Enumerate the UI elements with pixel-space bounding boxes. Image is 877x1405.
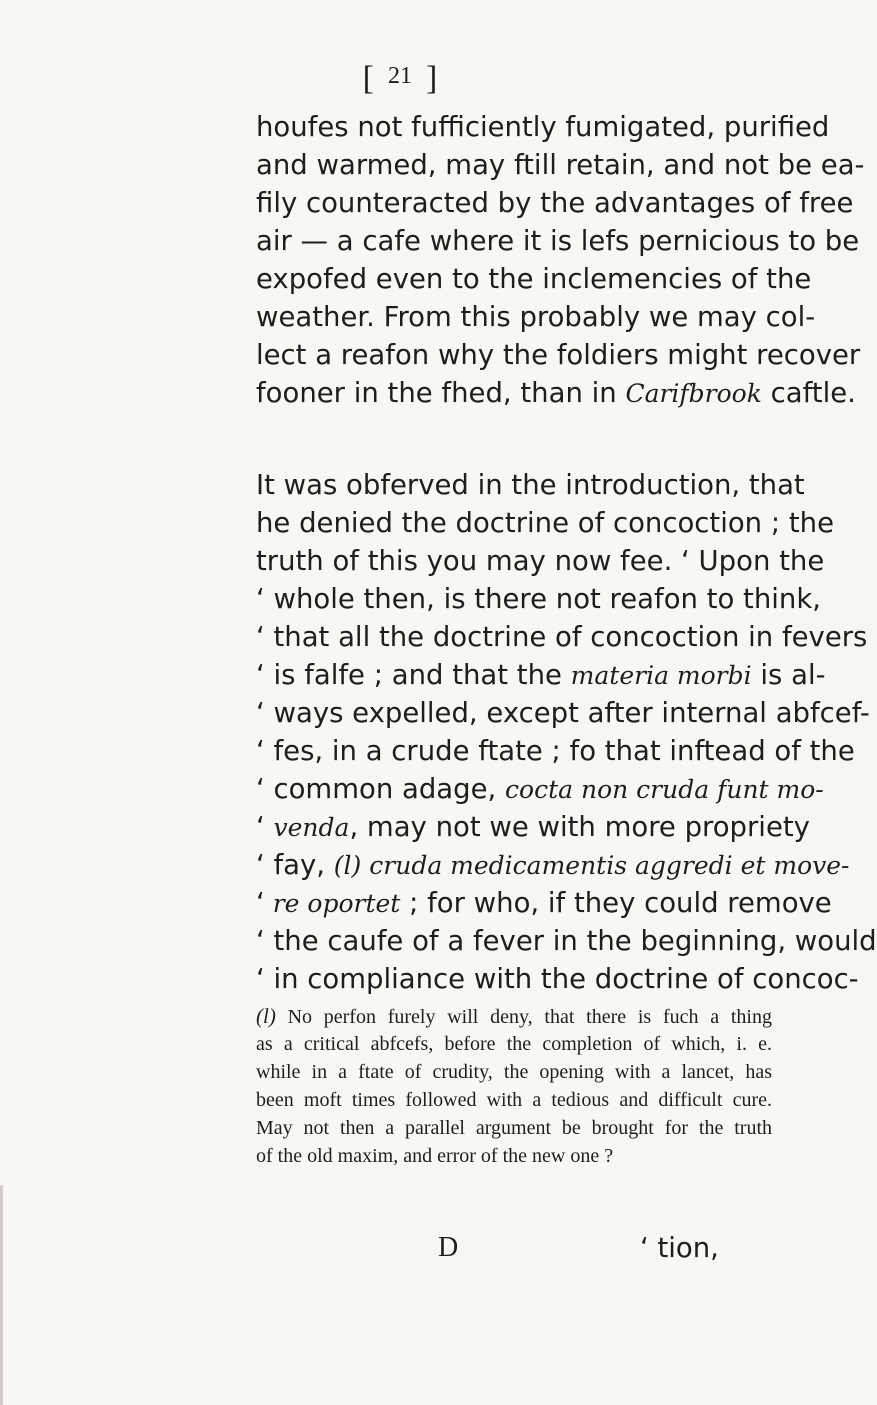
latin-phrase: cruda medicamentis aggredi et move-	[361, 851, 850, 880]
body-line: ‘ whole then, is there not reafon to think,	[256, 583, 821, 615]
body-line: weather. From this probably we may col-	[256, 301, 816, 333]
footnote-line: of the old maxim, and error of the new one ?	[256, 1145, 614, 1167]
latin-phrase: venda	[273, 813, 350, 842]
body-line	[256, 808, 810, 846]
signature-mark: D	[438, 1232, 459, 1263]
footnote-line: as a critical abfcefs, before the completion of which, i. e.	[256, 1033, 772, 1055]
body-line	[256, 374, 856, 412]
body-line: fily counteracted by the advantages of free	[256, 187, 854, 219]
page-number: 21	[388, 63, 412, 89]
latin-phrase: re oportet	[264, 889, 401, 918]
body-line: lect a reafon why the foldiers might recover	[256, 339, 861, 371]
line-text: ‘ common adage,	[256, 773, 497, 805]
page-edge	[0, 1185, 3, 1405]
footnote-line: while in a ftate of crudity, the opening with a lancet, has	[256, 1061, 772, 1083]
body-line: and warmed, may ftill retain, and not be ea-	[256, 149, 865, 181]
line-text: is al-	[751, 659, 826, 691]
line-text: ‘	[256, 887, 265, 919]
latin-phrase: cocta non cruda funt mo-	[505, 775, 824, 804]
line-text: , may not we with more propriety	[349, 811, 810, 843]
line-text: ‘ is falfe ; and that the	[256, 659, 562, 691]
bracket-open: [	[362, 60, 374, 97]
body-line: air — a cafe where it is lefs pernicious to be	[256, 225, 860, 257]
note-reference: (l)	[333, 851, 362, 880]
body-line	[256, 846, 850, 884]
body-line: ‘ that all the doctrine of concoction in fevers	[256, 621, 868, 653]
footnote-marker: (l)	[256, 1004, 276, 1028]
footnote-line	[256, 1002, 772, 1030]
line-text: caftle.	[761, 377, 856, 409]
body-line: houfes not fufficiently fumigated, purified	[256, 111, 830, 143]
footnote-line: been moft times followed with a tedious and difficult cure.	[256, 1089, 772, 1111]
body-line: truth of this you may now fee. ‘ Upon the	[256, 545, 825, 577]
body-line: ‘ fes, in a crude ftate ; fo that inftead of the	[256, 735, 855, 767]
body-line: ‘ the caufe of a fever in the beginning, would	[256, 925, 877, 957]
body-line	[256, 884, 832, 922]
place-name: Carifbrook	[625, 379, 762, 408]
latin-phrase: materia morbi	[570, 661, 752, 690]
body-line: ‘ in compliance with the doctrine of concoc-	[256, 963, 859, 995]
body-line	[256, 770, 824, 808]
line-text: ; for who, if they could remove	[400, 887, 832, 919]
body-line: expofed even to the inclemencies of the	[256, 263, 812, 295]
body-line	[256, 656, 826, 694]
line-text: ‘ fay,	[256, 849, 326, 881]
body-line: he denied the doctrine of concoction ; the	[256, 507, 834, 539]
footnote-text: No perfon furely will deny, that there is fuch a thing	[287, 1006, 772, 1028]
footnote-line: May not then a parallel argument be brought for the truth	[256, 1117, 772, 1139]
catchword: ‘ tion,	[640, 1232, 719, 1264]
page-header	[0, 60, 800, 98]
paragraph-start: It was obferved in the introduction, that	[256, 469, 805, 501]
line-text: ‘	[256, 811, 265, 843]
bracket-close: ]	[426, 60, 438, 97]
body-line: ‘ ways expelled, except after internal abfcef-	[256, 697, 870, 729]
line-text: fooner in the fhed, than in	[256, 377, 617, 409]
